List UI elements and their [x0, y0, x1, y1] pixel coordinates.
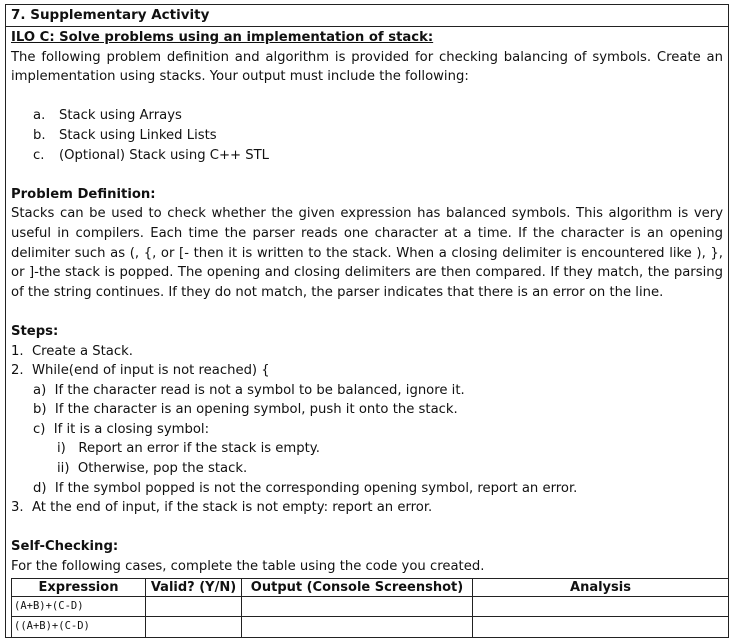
spacer — [11, 87, 723, 107]
problem-heading: Problem Definition: — [11, 186, 156, 202]
steps-heading: Steps: — [11, 323, 59, 339]
table-row — [12, 617, 729, 638]
activity-box — [5, 4, 729, 638]
section-content — [6, 27, 728, 638]
analysis-cell[interactable] — [473, 617, 729, 638]
step-3: 3. At the end of input, if the stack is not empty: report an error. — [11, 500, 433, 516]
list-marker: a. — [33, 108, 46, 124]
list-marker: c. — [33, 147, 45, 163]
step-2d: d) If the symbol popped is not the corresponding opening symbol, report an error. — [33, 480, 578, 496]
section-title: 7. Supplementary Activity — [6, 5, 728, 27]
expression-cell: ((A+B)+(C-D) — [12, 617, 146, 638]
step-2c-i: i) Report an error if the stack is empty. — [57, 441, 320, 457]
list-marker: b. — [33, 127, 46, 143]
list-text: Stack using Arrays — [59, 108, 182, 124]
step-1: 1. Create a Stack. — [11, 343, 133, 359]
list-text: Stack using Linked Lists — [59, 127, 217, 143]
list-item — [11, 126, 723, 146]
list-item — [11, 146, 723, 166]
spacer — [11, 165, 723, 185]
self-check-table — [11, 578, 729, 638]
self-check-instruction: For the following cases, complete the table using the code you created. — [11, 559, 485, 575]
list-text: (Optional) Stack using C++ STL — [59, 147, 270, 163]
valid-cell[interactable] — [146, 617, 242, 638]
requirements-list — [11, 106, 723, 165]
step-2c: c) If it is a closing symbol: — [33, 421, 210, 437]
output-cell[interactable] — [242, 596, 473, 617]
ilo-heading: ILO C: Solve problems using an implementation of stack: — [11, 30, 434, 45]
col-valid: Valid? (Y/N) — [146, 578, 242, 596]
table-header-row — [12, 578, 729, 596]
spacer — [11, 518, 723, 538]
step-2b: b) If the character is an opening symbol, push it onto the stack. — [33, 402, 458, 418]
problem-paragraph: Stacks can be used to check whether the given expression has balanced symbols. This algorithm is very useful in compilers. Each time the parser reads one character at a time. If the character is an opening delimiter such as (, {, or [- then it is written to the stack. When a closing delimiter is encountered like ), }, or ]-the stack is popped. The opening and closing delimiters are then compared. If they match, the parsing of the string continues. If they do not match, the parser indicates that there is an error on the line. — [11, 206, 723, 300]
list-item — [11, 106, 723, 126]
col-analysis: Analysis — [473, 578, 729, 596]
output-cell[interactable] — [242, 617, 473, 638]
step-2c-ii: ii) Otherwise, pop the stack. — [57, 461, 248, 477]
expression-cell: (A+B)+(C-D) — [12, 596, 146, 617]
col-output: Output (Console Screenshot) — [242, 578, 473, 596]
col-expression: Expression — [12, 578, 146, 596]
valid-cell[interactable] — [146, 596, 242, 617]
step-2: 2. While(end of input is not reached) { — [11, 363, 270, 379]
step-2a: a) If the character read is not a symbol to be balanced, ignore it. — [33, 382, 465, 398]
analysis-cell[interactable] — [473, 596, 729, 617]
self-check-heading: Self-Checking: — [11, 539, 119, 555]
table-row — [12, 596, 729, 617]
spacer — [11, 302, 723, 322]
intro-paragraph: The following problem definition and algorithm is provided for checking balancing of symbols. Create an implementation using stacks. Your output must include the following: — [11, 49, 723, 85]
